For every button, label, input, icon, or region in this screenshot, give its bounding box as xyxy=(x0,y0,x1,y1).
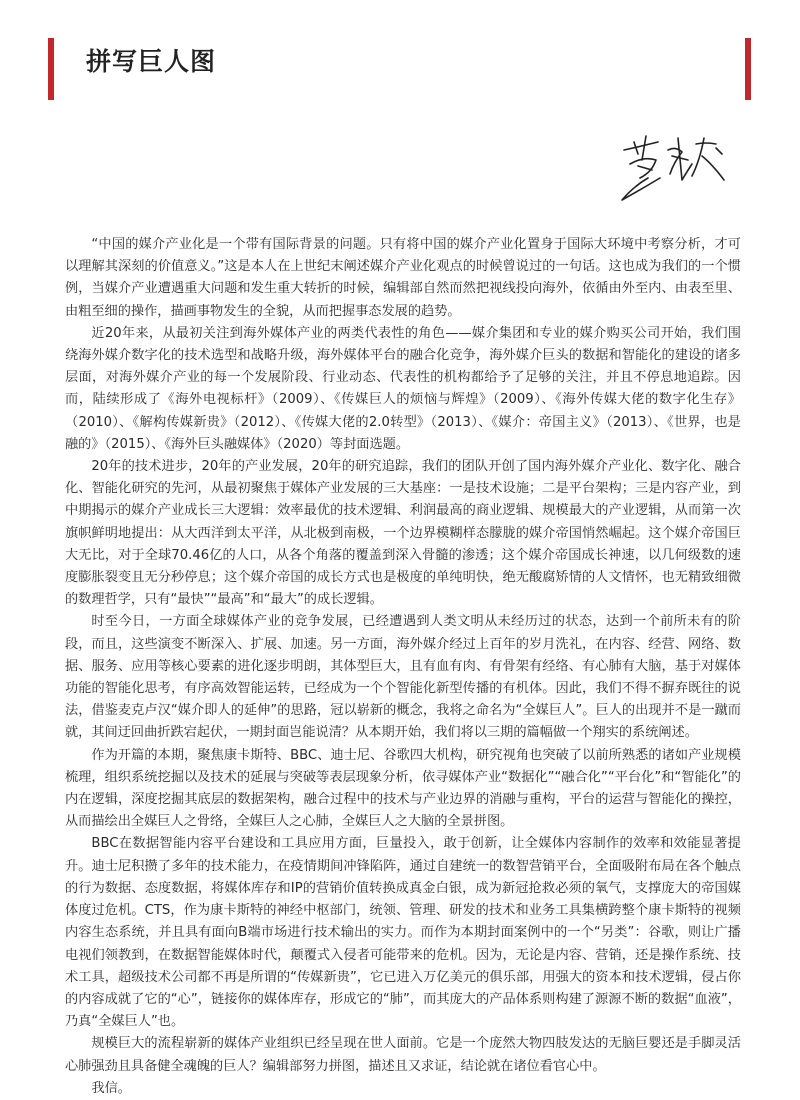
article-paragraph: 时至今日，一方面全球媒体产业的竞争发展，已经遭遇到人类文明从未经历过的状态，达到一个前所未有的阶段，而且，这些演变不断深入、扩展、加速。另一方面，海外媒介经过上百年的岁月洗礼，在内容、经营、网络、数据、服务、应用等核心要素的进化逐步明朗，其体型巨大，且有血有肉、有骨架有经络、有心肺有大脑，基于对媒体功能的智能化思考，有序高效智能运转，已经成为一个个智能化新型传播的有机体。因此，我们不得不摒弃既往的说法，借鉴麦克卢汉“媒介即人的延伸”的思路，冠以崭新的概念，我将之命名为“全媒巨人”。巨人的出现并不是一蹴而就，其间迂回曲折跌宕起伏，一期封面岂能说清？从本期开始，我们将以三期的篇幅做一个翔实的系统阐述。 xyxy=(65,614,741,741)
title-accent-bar xyxy=(48,38,54,100)
article-closing: 我信。 xyxy=(91,1080,131,1096)
article-paragraph: 作为开篇的本期，聚焦康卡斯特、BBC、迪士尼、谷歌四大机构，研究视角也突破了以前所熟悉的诸如产业规模梳理，组织系统挖掘以及技术的延展与突破等表层现象分析，依寻媒体产业“数据化”“融合化”“平台化”和“智能化”的内在逻辑，深度挖掘其底层的数据架构，融合过程中的技术与产业边界的消融与重构，平台的运营与智能化的操控，从而描绘出全媒巨人之骨络，全媒巨人之心肺，全媒巨人之大脑的全景拼图。 xyxy=(65,747,741,830)
editorial-article xyxy=(65,234,741,1100)
article-paragraph: BBC在数据智能内容平台建设和工具应用方面，巨量投入，敢于创新，让全媒体内容制作的效率和效能显著提升。迪士尼积攒了多年的技术能力，在疫情期间冲锋陷阵，通过自建统一的数智营销平台，全面吸附布局在各个触点的行为数据、态度数据，将媒体库存和IP的营销价值转换成真金白银，成为新冠抢救必须的氧气，支撑庞大的帝国媒体度过危机。CTS，作为康卡斯特的神经中枢部门，统领、管理、研发的技术和业务工具集横跨整个康卡斯特的视频内容生态系统，并且具有面向B端市场进行技术输出的实力。而作为本期封面案例中的一个“另类”：谷歌，则让广播电视们领教到，在数据智能媒体时代，颠覆式入侵者可能带来的危机。因为，无论是内容、营销，还是操作系统、技术工具，超级技术公司都不再是所谓的“传媒新贵”，它已进入万亿美元的俱乐部，用强大的资本和技术逻辑，侵占你的内容成就了它的“心”，链接你的媒体库存，形成它的“肺”，而其庞大的产品体系则构建了源源不断的数据“血液”，乃真“全媒巨人”也。 xyxy=(65,836,741,1030)
article-paragraph: 近20年来，从最初关注到海外媒体产业的两类代表性的角色——媒介集团和专业的媒介购买公司开始，我们围绕海外媒介数字化的技术选型和战略升级，海外媒体平台的融合化竞争，海外媒介巨头的数据和智能化的建设的诸多层面，对海外媒介产业的每一个发展阶段、行业动态、代表性的机构都给予了足够的关注，并且不停息地追踪。因而，陆续形成了《海外电视标杆》（2009）、《传媒巨人的烦恼与辉煌》（2009）、《海外传媒大佬的数字化生存》（2010）、《解构传媒新贵》（2012）、《传媒大佬的2.0转型》（2013）、《媒介：帝国主义》（2013）、《世界，也是融的》（2015）、《海外巨头融媒体》（2020）等封面选题。 xyxy=(65,325,741,452)
article-paragraph: 20年的技术进步，20年的产业发展，20年的研究追踪，我们的团队开创了国内海外媒介产业化、数字化、融合化、智能化研究的先河，从最初聚焦于媒体产业发展的三大基座：一是技术设施；二是平台架构；三是内容产业，到中期揭示的媒介产业成长三大逻辑：效率最优的技术逻辑、利润最高的商业逻辑、规模最大的产业逻辑，从而第一次旗帜鲜明地提出：从大西洋到太平洋，从北极到南极，一个边界模糊样态朦胧的媒介帝国悄然崛起。这个媒介帝国巨大无比，对于全球70.46亿的人口，从各个角落的覆盖到深入骨髓的渗透；这个媒介帝国成长神速，以几何级数的速度膨胀裂变且无分秒停息；这个媒介帝国的成长方式也是极度的单纯明快，绝无酸腐矫情的人文情怀，也无精致细微的数理哲学，只有“最快”“最高”和“最大”的成长逻辑。 xyxy=(65,459,741,608)
handwritten-signature xyxy=(612,120,742,210)
title-accent-bar-right xyxy=(745,38,751,100)
article-paragraph: “中国的媒介产业化是一个带有国际背景的问题。只有将中国的媒介产业化置身于国际大环境中考察分析，才可以理解其深刻的价值意义。”这是本人在上世纪末阐述媒介产业化观点的时候曾说过的一句话。这也成为我们的一个惯例，当媒介产业遭遇重大问题和发生重大转折的时候，编辑部自然而然把视线投向海外，依循由外至内、由表至里、由粗至细的操作，描画事物发生的全貌，从而把握事态发展的趋势。 xyxy=(65,237,741,319)
article-paragraph: 规模巨大的流程崭新的媒体产业组织已经呈现在世人面前。它是一个庞然大物四肢发达的无脑巨婴还是手脚灵活心肺强劲且具备健全魂魄的巨人？编辑部努力拼图，描述且又求证，结论就在诸位看官心中。 xyxy=(65,1036,741,1074)
page-title: 拼写巨人图 xyxy=(86,47,217,76)
